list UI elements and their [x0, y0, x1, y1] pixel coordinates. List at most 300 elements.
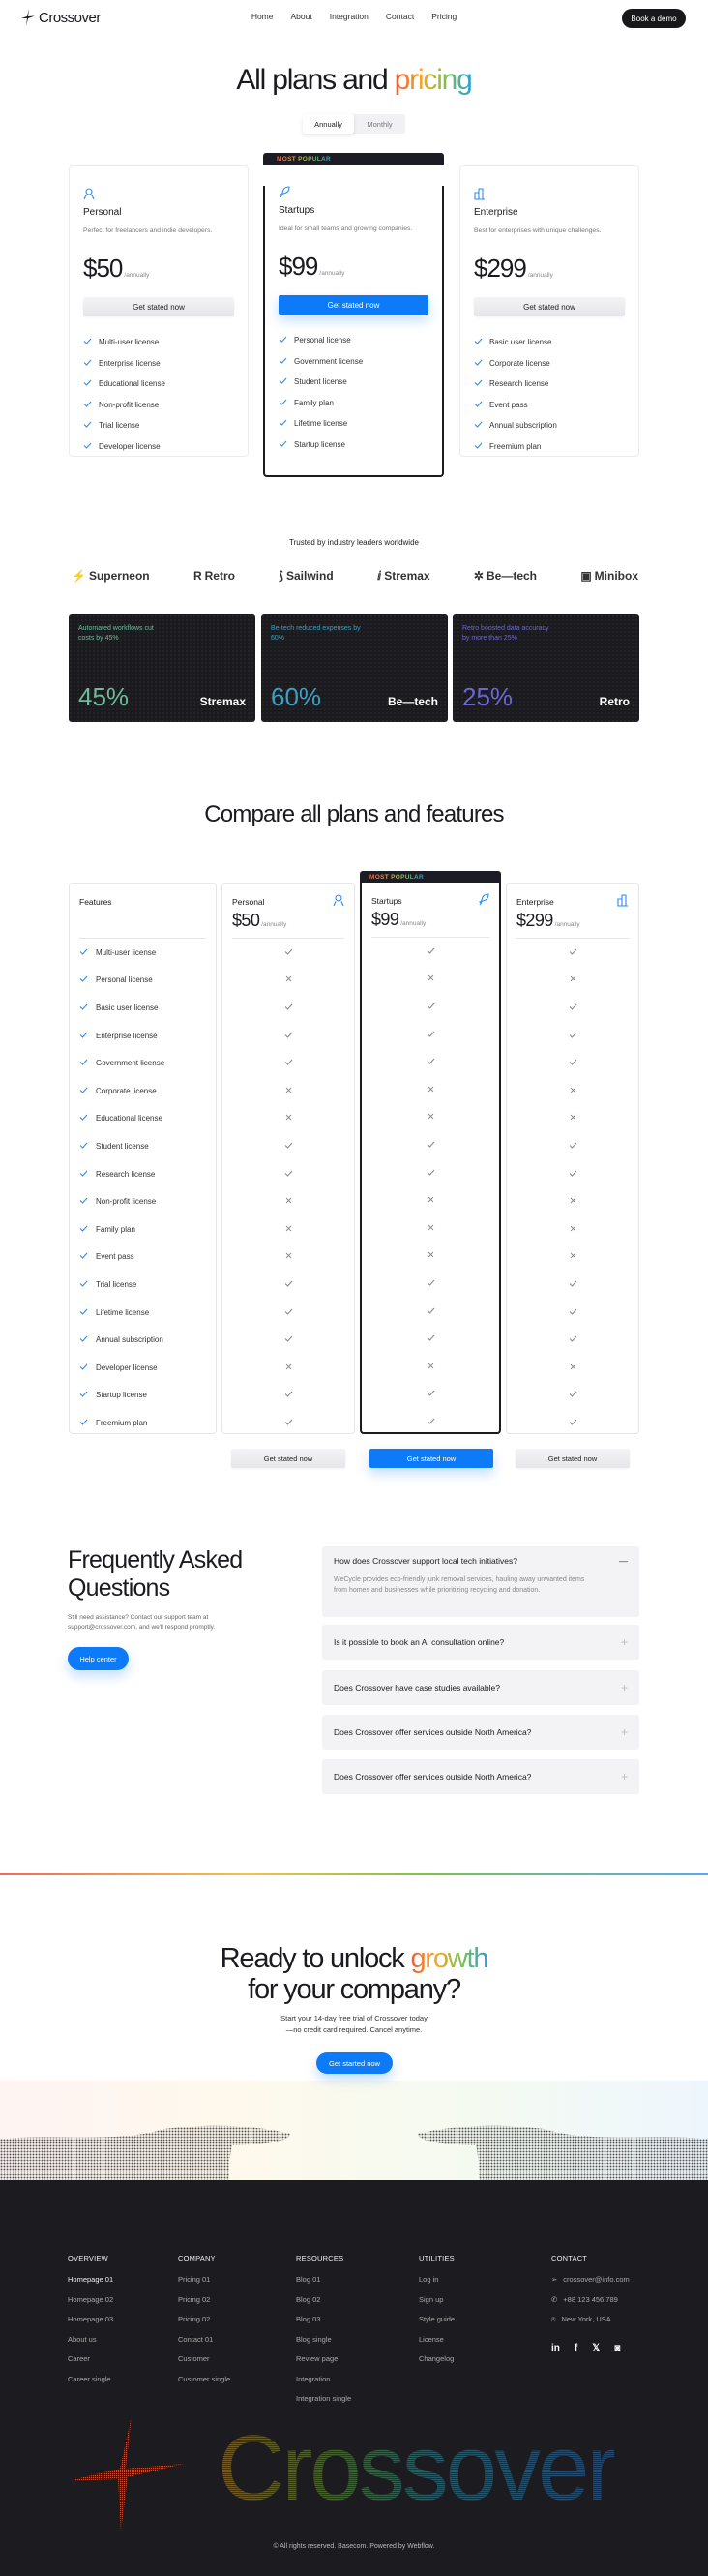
footer-heading: RESOURCES — [296, 2254, 344, 2262]
footer-link[interactable]: Style guide — [419, 2315, 456, 2323]
footer-link[interactable]: Integration single — [296, 2394, 352, 2403]
footer-link[interactable]: Pricing 02 — [178, 2294, 211, 2304]
feature-cell — [232, 1326, 344, 1354]
brand-name: Crossover — [39, 9, 101, 26]
plus-icon[interactable]: + — [620, 1635, 628, 1649]
feature-label: Annual subscription — [489, 421, 557, 431]
feature-cell — [371, 1270, 489, 1298]
feature-label: Student license — [96, 1141, 149, 1151]
footer-link[interactable]: Review page — [296, 2354, 339, 2363]
logo-name: Retro — [204, 569, 235, 583]
check-icon — [79, 1170, 88, 1179]
get-started-button[interactable]: Get started now — [316, 2052, 393, 2074]
footer-link[interactable]: Blog 01 — [296, 2275, 321, 2284]
feature-label: Non-profit license — [96, 1197, 157, 1207]
column-header — [79, 884, 206, 939]
faq-question[interactable] — [334, 1670, 628, 1705]
x-icon — [570, 1114, 576, 1123]
nav-contact[interactable]: Contact — [385, 12, 415, 21]
location-pin-icon: ⌾ — [551, 2315, 556, 2323]
check-icon — [474, 442, 483, 451]
logo-mark-icon: ⟆ — [279, 569, 283, 583]
faq-question-text: Is it possible to book an AI consultation online? — [334, 1637, 505, 1647]
footer-column-overview — [68, 2254, 113, 2394]
check-icon — [284, 1335, 293, 1344]
footer-sparkle-logo — [68, 2415, 184, 2531]
check-icon — [284, 1170, 293, 1179]
footer-link[interactable]: Log in — [419, 2275, 439, 2284]
plan-features — [474, 332, 625, 457]
column-rows — [371, 938, 489, 1436]
get-started-button[interactable]: Get stated now — [369, 1449, 493, 1468]
feature-cell — [516, 1187, 629, 1215]
check-icon — [427, 1279, 435, 1288]
feature-label: Student license — [294, 377, 347, 387]
feature-row — [79, 1215, 206, 1243]
feature-cell — [232, 1299, 344, 1327]
check-icon — [569, 1059, 577, 1067]
check-icon — [83, 379, 92, 388]
check-icon — [427, 1390, 435, 1398]
price-amount: $299 — [474, 254, 526, 283]
feature-cell — [371, 1408, 489, 1436]
x-icon — [428, 1363, 434, 1371]
most-popular-badge — [263, 153, 444, 165]
contact-phone[interactable] — [551, 2295, 630, 2316]
feature-label: Developer license — [99, 441, 161, 451]
minus-icon[interactable]: — — [619, 1556, 628, 1566]
feature-cell — [232, 1382, 344, 1410]
faq-item[interactable] — [322, 1546, 639, 1617]
stat-text: Automated workflows cut costs by 45% — [78, 625, 154, 643]
features-column — [69, 883, 217, 1434]
feature-row — [79, 1243, 206, 1272]
plan-price — [83, 254, 234, 284]
plan-name: Startups — [371, 896, 402, 906]
get-started-button[interactable]: Get stated now — [474, 297, 625, 316]
features-header: Features — [79, 897, 112, 907]
faq-item[interactable] — [322, 1759, 639, 1794]
phone-icon: ✆ — [551, 2294, 558, 2304]
footer-link[interactable]: Homepage 01 — [68, 2275, 114, 2284]
cta-sub-line2: —no credit card required. Cancel anytime. — [285, 2025, 423, 2034]
feature-item — [83, 374, 234, 395]
title-accent: pricing — [394, 64, 472, 96]
feature-cell — [516, 1382, 629, 1410]
x-icon — [285, 1087, 292, 1095]
stat-value: 25% — [462, 682, 514, 711]
nav-pricing[interactable]: Pricing — [431, 12, 457, 21]
check-icon — [79, 975, 88, 984]
feature-row — [79, 1160, 206, 1188]
price-period: /annually — [554, 921, 580, 928]
check-icon — [284, 1419, 293, 1427]
plan-card-startups — [263, 153, 444, 457]
copyright: © All rights reserved. Basecom. Powered by Webflow. — [273, 2543, 435, 2550]
footer-column-company — [178, 2254, 230, 2394]
feature-cell — [516, 1022, 629, 1050]
get-started-button[interactable]: Get stated now — [516, 1449, 630, 1468]
feature-cell — [232, 1077, 344, 1105]
most-popular-badge — [360, 871, 501, 883]
feature-cell — [516, 967, 629, 995]
feature-cell — [516, 1105, 629, 1133]
feature-row — [79, 1271, 206, 1299]
nav-integration[interactable]: Integration — [329, 12, 369, 21]
check-icon — [79, 1059, 88, 1067]
plan-features — [279, 330, 428, 455]
check-icon — [427, 1334, 435, 1343]
feature-row — [79, 1299, 206, 1327]
footer-link[interactable]: Integration — [296, 2374, 331, 2383]
footer-link[interactable]: Customer single — [178, 2374, 231, 2383]
toggle-annually[interactable]: Annually — [303, 114, 354, 134]
send-icon: ➢ — [551, 2275, 558, 2284]
feature-label: Government license — [96, 1059, 165, 1068]
footer-link[interactable]: Blog 03 — [296, 2315, 321, 2323]
x-icon — [570, 1087, 576, 1095]
contact-email[interactable] — [551, 2275, 630, 2295]
cta-title-line1: Ready to unlock — [220, 1943, 411, 1974]
feature-cell — [516, 1299, 629, 1327]
check-icon — [284, 1142, 293, 1151]
compare-title: Compare all plans and features — [204, 801, 504, 827]
rainbow-divider — [0, 1873, 708, 1875]
check-icon — [83, 401, 92, 409]
feature-cell — [371, 1243, 489, 1271]
plan-card-body — [459, 165, 639, 457]
logo-retro — [193, 569, 235, 583]
footer-contact — [551, 2254, 630, 2353]
feature-cell — [232, 1409, 344, 1437]
check-icon — [284, 1280, 293, 1289]
price-amount: $50 — [232, 911, 260, 930]
title-text: All plans and — [236, 64, 395, 96]
check-icon — [79, 1363, 88, 1372]
email-text: crossover@info.com — [563, 2275, 630, 2284]
check-icon — [284, 1308, 293, 1317]
x-icon — [428, 1086, 434, 1094]
plan-card-body — [69, 165, 249, 457]
check-icon — [83, 421, 92, 430]
footer-link[interactable]: Contact 01 — [178, 2334, 214, 2344]
feature-cell — [232, 1187, 344, 1215]
stat-brand-logo: Retro — [599, 695, 630, 708]
footer-link[interactable]: Career single — [68, 2374, 111, 2383]
column-rows — [516, 939, 629, 1437]
feature-cell — [516, 1215, 629, 1243]
help-center-button[interactable]: Help center — [68, 1647, 129, 1670]
logo-name: Sailwind — [285, 569, 334, 583]
price-period: /annually — [400, 920, 427, 927]
feature-label: Lifetime license — [96, 1307, 150, 1317]
check-icon — [79, 1225, 88, 1234]
column-rows — [79, 939, 206, 1437]
check-icon — [79, 948, 88, 957]
faq-question[interactable] — [334, 1625, 628, 1660]
logo-mark-icon: R — [192, 569, 202, 583]
plan-card-enterprise — [459, 165, 639, 457]
user-icon — [333, 894, 344, 912]
feature-item — [279, 372, 428, 393]
footer-link[interactable]: Homepage 02 — [68, 2294, 114, 2304]
plan-name: Enterprise — [516, 897, 554, 907]
check-icon — [279, 377, 287, 386]
feature-cell — [371, 1186, 489, 1214]
feature-item — [474, 395, 625, 416]
faq-item[interactable] — [322, 1715, 639, 1750]
x-icon — [285, 1114, 292, 1123]
faq-question[interactable] — [334, 1759, 628, 1794]
faq-question-text: Does Crossover offer services outside North America? — [334, 1727, 532, 1737]
check-icon — [427, 1003, 435, 1011]
instagram-icon[interactable]: ◙ — [614, 2342, 621, 2353]
faq-question[interactable] — [334, 1546, 628, 1575]
footer-link[interactable]: Pricing 02 — [178, 2315, 211, 2323]
stat-brand-logo: Stremax — [199, 695, 246, 708]
check-icon — [427, 947, 435, 956]
check-icon — [279, 419, 287, 428]
feature-label: Family plan — [96, 1224, 135, 1234]
feature-cell — [371, 1381, 489, 1409]
feature-label: Annual subscription — [96, 1335, 163, 1345]
check-icon — [474, 359, 483, 368]
check-icon — [569, 1280, 577, 1289]
plan-description: Ideal for small teams and growing companies. — [279, 225, 413, 232]
check-icon — [569, 1391, 577, 1399]
contact-location — [551, 2315, 630, 2335]
check-icon — [83, 359, 92, 368]
logo-minibox — [580, 569, 638, 583]
feature-label: Enterprise license — [99, 358, 161, 368]
faq-question-text: Does Crossover have case studies available? — [334, 1683, 500, 1692]
check-icon — [79, 1142, 88, 1151]
feature-cell — [232, 1160, 344, 1188]
footer-link[interactable]: Pricing 01 — [178, 2275, 211, 2284]
feature-label: Personal license — [294, 336, 351, 345]
feature-cell — [516, 1326, 629, 1354]
x-icon — [285, 1225, 292, 1234]
logo-superneon — [72, 569, 150, 583]
faq-answer: WeCycle provides eco-friendly junk removal services, hauling away unwanted items from homes and businesses while prioritizing recycling and donation. — [334, 1576, 585, 1594]
plus-icon[interactable]: + — [620, 1725, 628, 1739]
trusted-logos — [72, 569, 638, 583]
feature-label: Non-profit license — [99, 400, 160, 409]
feature-cell — [232, 1354, 344, 1382]
footer-link[interactable]: Sign up — [419, 2294, 444, 2304]
price-period: /annually — [261, 921, 287, 928]
feature-cell — [371, 1325, 489, 1353]
footer-link[interactable]: Changelog — [419, 2354, 455, 2363]
footer-column-resources — [296, 2254, 351, 2414]
feature-cell — [232, 1243, 344, 1272]
check-icon — [569, 1003, 577, 1012]
footer-link[interactable]: Career — [68, 2354, 90, 2363]
location-text: New York, USA — [561, 2315, 611, 2323]
feature-cell — [232, 1132, 344, 1160]
check-icon — [569, 1419, 577, 1427]
cta-subtitle — [0, 2013, 708, 2036]
plan-name: Enterprise — [474, 207, 518, 218]
book-demo-button[interactable]: Book a demo — [622, 9, 686, 28]
feature-item — [474, 415, 625, 436]
check-icon — [569, 1170, 577, 1179]
check-icon — [83, 442, 92, 451]
x-icon — [428, 974, 434, 983]
plan-column-startups — [360, 883, 501, 1434]
check-icon — [83, 338, 92, 346]
x-icon — [570, 1363, 576, 1372]
logo-name: Stremax — [384, 569, 430, 583]
stat-brand-logo: Be—tech — [387, 695, 438, 708]
feature-cell — [232, 967, 344, 995]
billing-toggle — [303, 114, 405, 134]
x-icon — [428, 1196, 434, 1205]
get-started-button[interactable]: Get stated now — [83, 297, 234, 316]
feature-row — [79, 939, 206, 967]
x-icon — [570, 1197, 576, 1206]
check-icon — [284, 948, 293, 957]
column-header — [371, 883, 489, 938]
feature-label: Freemium plan — [96, 1418, 148, 1427]
feature-label: Startup license — [96, 1391, 147, 1400]
feature-cell — [371, 966, 489, 994]
x-icon — [570, 1252, 576, 1261]
feature-cell — [371, 1048, 489, 1076]
feature-row — [79, 1382, 206, 1410]
check-icon — [474, 401, 483, 409]
feature-item — [83, 395, 234, 416]
get-started-button[interactable]: Get stated now — [231, 1449, 345, 1468]
check-icon — [79, 1087, 88, 1095]
logo-name: Minibox — [594, 569, 638, 583]
x-icon — [285, 1252, 292, 1261]
footer-link[interactable]: Blog 02 — [296, 2294, 321, 2304]
check-icon — [569, 1032, 577, 1040]
feature-item — [474, 374, 625, 395]
feature-item — [83, 436, 234, 458]
feature-cell — [232, 1271, 344, 1299]
faq-question[interactable] — [334, 1715, 628, 1750]
logo-mark-icon: ⚡ — [72, 569, 86, 583]
x-icon[interactable]: 𝕏 — [592, 2342, 601, 2353]
social-links — [551, 2343, 630, 2353]
feature-cell — [516, 994, 629, 1022]
plan-description: Best for enterprises with unique challenges. — [474, 227, 602, 234]
faq-item[interactable] — [322, 1670, 639, 1705]
check-icon — [79, 1003, 88, 1012]
footer-link[interactable]: About us — [68, 2334, 97, 2344]
logo-sailwind — [279, 569, 333, 583]
price-period: /annually — [319, 270, 345, 277]
footer-link[interactable]: Customer — [178, 2354, 210, 2363]
feature-label: Multi-user license — [99, 338, 160, 347]
faq-item[interactable] — [322, 1625, 639, 1660]
feature-item — [83, 415, 234, 436]
logo-mark-icon: ▣ — [580, 569, 592, 583]
logo-name: Be—tech — [486, 569, 537, 583]
feature-item — [83, 353, 234, 374]
toggle-monthly[interactable]: Monthly — [367, 119, 393, 129]
feature-label: Educational license — [99, 379, 165, 389]
cta-sub-line1: Start your 14-day free trial of Crossover today — [280, 2014, 428, 2022]
plan-name: Startups — [279, 205, 315, 216]
check-icon — [284, 1059, 293, 1067]
nav-links — [0, 12, 708, 21]
check-icon — [79, 1280, 88, 1289]
plan-card-body — [263, 186, 444, 477]
stat-text: Be-tech reduced expenses by 60% — [271, 625, 361, 643]
footer-link[interactable]: Homepage 03 — [68, 2315, 114, 2323]
feature-cell — [371, 1131, 489, 1159]
rocket-icon — [478, 893, 489, 911]
feature-label: Developer license — [96, 1363, 158, 1372]
feature-row — [79, 994, 206, 1022]
check-icon — [284, 1032, 293, 1040]
feature-row — [79, 1326, 206, 1354]
check-icon — [427, 1418, 435, 1426]
x-icon — [570, 1225, 576, 1234]
feature-row — [79, 1049, 206, 1077]
feature-row — [79, 1105, 206, 1133]
nav-about[interactable]: About — [290, 12, 312, 21]
footer-column-utilities — [419, 2254, 455, 2375]
check-icon — [569, 1142, 577, 1151]
logo-mark-icon: ⅈ — [377, 569, 382, 583]
stat-text: Retro boosted data accuracy by more than 25% — [462, 625, 549, 643]
plus-icon[interactable]: + — [620, 1681, 628, 1694]
stat-value: 45% — [78, 682, 130, 711]
get-started-button[interactable]: Get stated now — [279, 295, 428, 315]
feature-item — [279, 413, 428, 434]
feature-cell — [516, 939, 629, 967]
cta-title — [0, 1943, 708, 2005]
feature-label: Government license — [294, 356, 364, 366]
feature-label: Research license — [489, 379, 549, 389]
facebook-icon[interactable]: f — [574, 2342, 578, 2353]
feature-cell — [371, 993, 489, 1021]
building-icon — [617, 894, 629, 912]
footer-link[interactable]: Blog single — [296, 2334, 332, 2344]
feature-row — [79, 1409, 206, 1437]
feature-label: Trial license — [99, 421, 140, 431]
price-amount: $99 — [279, 252, 318, 281]
price-amount: $299 — [516, 911, 553, 930]
check-icon — [79, 1419, 88, 1427]
plan-card-personal — [69, 165, 249, 457]
feature-cell — [371, 1021, 489, 1049]
building-icon — [474, 188, 625, 201]
feature-row — [79, 1132, 206, 1160]
linkedin-icon[interactable]: in — [551, 2342, 560, 2353]
plan-price — [516, 911, 580, 931]
plus-icon[interactable]: + — [620, 1770, 628, 1783]
logo-betech — [474, 569, 537, 583]
plan-column-personal — [221, 883, 355, 1434]
footer-link[interactable]: License — [419, 2334, 444, 2344]
footer-heading-contact: CONTACT — [551, 2254, 588, 2262]
feature-cell — [516, 1132, 629, 1160]
feature-item — [474, 353, 625, 374]
feature-label: Personal license — [96, 975, 153, 985]
feature-item — [279, 330, 428, 351]
feature-cell — [516, 1243, 629, 1272]
feature-label: Startup license — [294, 439, 345, 449]
check-icon — [79, 1252, 88, 1261]
check-icon — [474, 421, 483, 430]
nav-home[interactable]: Home — [251, 12, 274, 21]
x-icon — [285, 1363, 292, 1372]
